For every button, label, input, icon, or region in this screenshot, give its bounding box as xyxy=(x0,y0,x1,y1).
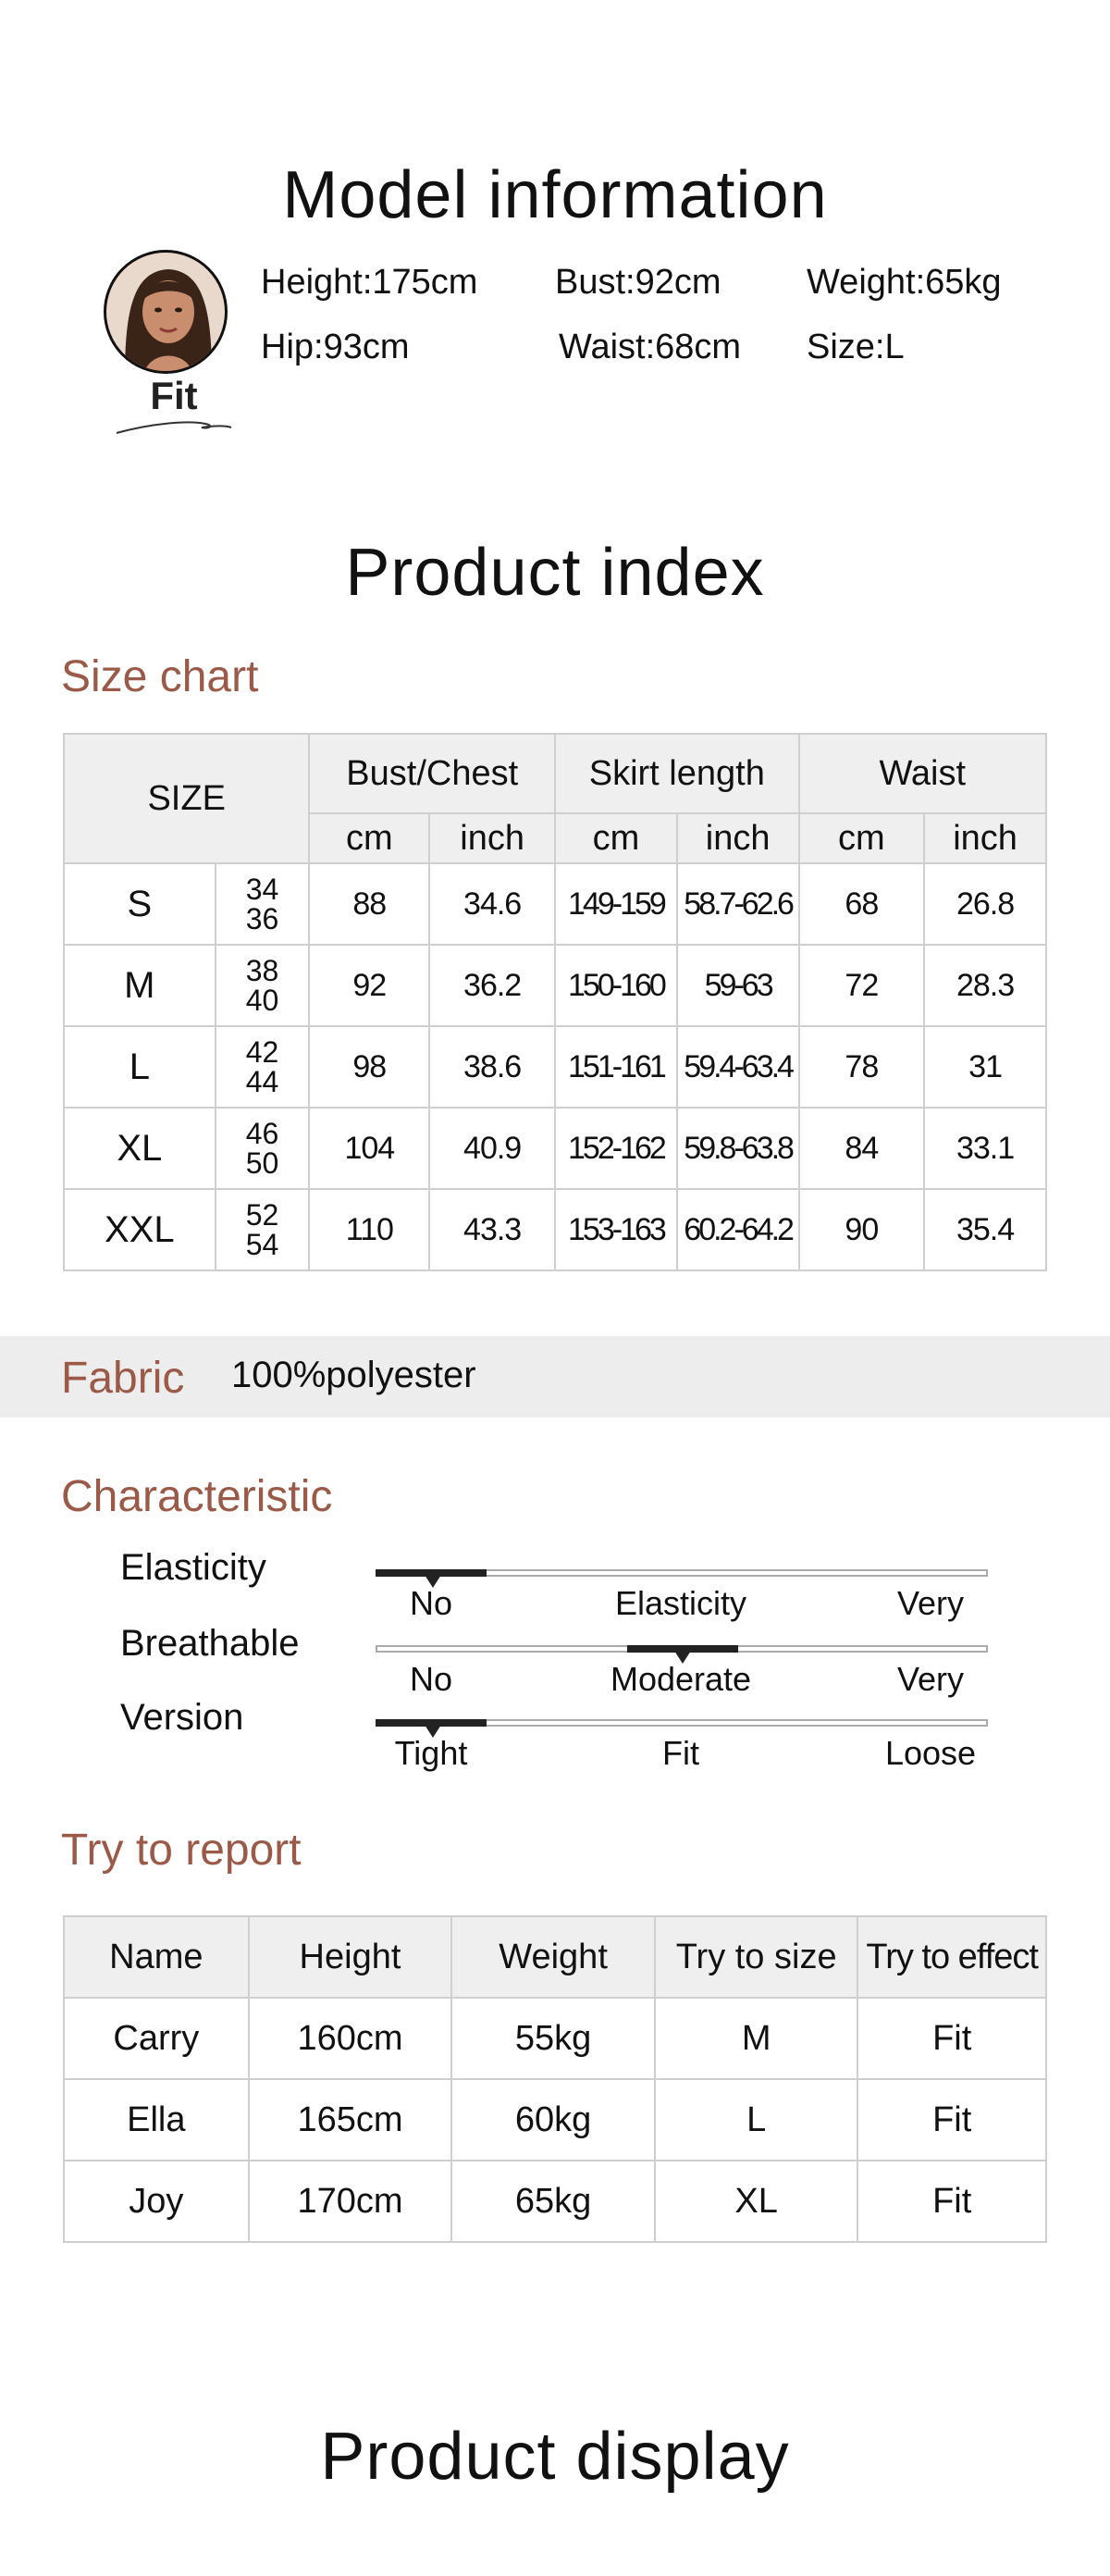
version-name: Version xyxy=(120,1697,244,1738)
report-header-name: Name xyxy=(64,1916,249,1998)
size-chart-table xyxy=(63,733,1047,1271)
unit-header: inch xyxy=(677,813,799,863)
unit-header: cm xyxy=(309,813,429,863)
unit-header: cm xyxy=(555,813,677,863)
size-number-cell xyxy=(216,945,310,1026)
size-cell: XL xyxy=(64,1108,216,1189)
bust-inch-cell: 36.2 xyxy=(429,945,555,1026)
report-cell: M xyxy=(655,1998,857,2079)
size-number: 36 xyxy=(245,902,279,935)
tick-label: Very xyxy=(896,1660,965,1698)
report-cell: XL xyxy=(655,2161,857,2242)
tick-label: Elasticity xyxy=(614,1584,747,1622)
skirt-inch-cell: 60.2-64.2 xyxy=(677,1189,799,1270)
waist-header: Waist xyxy=(799,734,1046,813)
table-row xyxy=(64,2161,1046,2242)
model-avatar xyxy=(104,250,228,374)
waist-cm-cell: 78 xyxy=(799,1026,925,1108)
tick-label: Moderate xyxy=(610,1660,752,1698)
waist-inch-cell: 35.4 xyxy=(924,1189,1046,1270)
model-hip: Hip:93cm xyxy=(261,328,410,366)
size-number-cell xyxy=(216,1189,310,1270)
size-number: 42 xyxy=(245,1035,279,1069)
size-number: 38 xyxy=(245,954,279,987)
skirt-inch-cell: 59.4-63.4 xyxy=(677,1026,799,1108)
model-information-title: Model information xyxy=(282,158,828,232)
try-report-table xyxy=(63,1915,1047,2243)
size-number: 46 xyxy=(245,1117,279,1150)
waist-inch-cell: 33.1 xyxy=(924,1108,1046,1189)
skirt-cm-cell: 150-160 xyxy=(555,945,677,1026)
tick-label: No xyxy=(409,1660,453,1698)
report-cell: 170cm xyxy=(249,2161,452,2242)
elasticity-bar xyxy=(376,1569,988,1577)
elasticity-name: Elasticity xyxy=(120,1547,266,1588)
waist-cm-cell: 90 xyxy=(799,1189,925,1270)
bust-inch-cell: 34.6 xyxy=(429,863,555,945)
report-cell: 60kg xyxy=(451,2079,655,2161)
bust-cm-cell: 104 xyxy=(309,1108,429,1189)
swoosh-decoration xyxy=(113,415,233,437)
bust-inch-cell: 40.9 xyxy=(429,1108,555,1189)
waist-inch-cell: 26.8 xyxy=(924,863,1046,945)
unit-header: inch xyxy=(924,813,1046,863)
tick-label: Very xyxy=(896,1584,965,1622)
report-cell: Fit xyxy=(857,1998,1046,2079)
report-cell: L xyxy=(655,2079,857,2161)
bust-inch-cell: 38.6 xyxy=(429,1026,555,1108)
table-row xyxy=(64,2079,1046,2161)
bust-cm-cell: 88 xyxy=(309,863,429,945)
model-size: Size:L xyxy=(807,328,905,366)
model-height: Height:175cm xyxy=(261,263,478,302)
bust-inch-cell: 43.3 xyxy=(429,1189,555,1270)
table-row xyxy=(64,945,1046,1026)
report-cell: Carry xyxy=(64,1998,249,2079)
waist-inch-cell: 28.3 xyxy=(924,945,1046,1026)
model-weight: Weight:65kg xyxy=(807,263,1002,302)
tick-label: Loose xyxy=(884,1734,977,1772)
model-bust: Bust:92cm xyxy=(555,263,722,302)
size-number: 44 xyxy=(245,1065,279,1098)
table-row xyxy=(64,1108,1046,1189)
bust-cm-cell: 92 xyxy=(309,945,429,1026)
report-header-size: Try to size xyxy=(655,1916,857,1998)
waist-cm-cell: 72 xyxy=(799,945,925,1026)
bust-cm-cell: 98 xyxy=(309,1026,429,1108)
report-cell: Joy xyxy=(64,2161,249,2242)
table-row xyxy=(64,1189,1046,1270)
table-row xyxy=(64,1026,1046,1108)
report-header-weight: Weight xyxy=(451,1916,655,1998)
size-number: 34 xyxy=(245,873,279,906)
skirt-length-header: Skirt length xyxy=(555,734,798,813)
report-header-effect: Try to effect xyxy=(857,1916,1046,1998)
waist-cm-cell: 84 xyxy=(799,1108,925,1189)
size-cell: XXL xyxy=(64,1189,216,1270)
tick-label: Fit xyxy=(662,1734,699,1772)
size-number: 52 xyxy=(245,1198,279,1232)
breathable-name: Breathable xyxy=(120,1623,300,1664)
skirt-inch-cell: 59-63 xyxy=(677,945,799,1026)
product-index-title: Product index xyxy=(345,536,765,610)
size-header: SIZE xyxy=(64,734,309,863)
size-cell: L xyxy=(64,1026,216,1108)
size-cell: M xyxy=(64,945,216,1026)
skirt-cm-cell: 152-162 xyxy=(555,1108,677,1189)
skirt-cm-cell: 153-163 xyxy=(555,1189,677,1270)
report-cell: Fit xyxy=(857,2161,1046,2242)
size-number: 40 xyxy=(245,984,279,1017)
size-number-cell xyxy=(216,863,310,945)
breathable-bar xyxy=(376,1645,988,1653)
size-chart-label: Size chart xyxy=(61,652,259,701)
report-cell: Fit xyxy=(857,2079,1046,2161)
tick-label: No xyxy=(409,1584,453,1622)
report-cell: 55kg xyxy=(451,1998,655,2079)
fabric-value: 100%polyester xyxy=(231,1355,476,1395)
report-cell: Ella xyxy=(64,2079,249,2161)
size-number: 50 xyxy=(245,1146,279,1180)
fit-logo: Fit xyxy=(150,374,198,417)
size-number-cell xyxy=(216,1026,310,1108)
skirt-cm-cell: 151-161 xyxy=(555,1026,677,1108)
size-number-cell xyxy=(216,1108,310,1189)
table-row xyxy=(64,1998,1046,2079)
report-cell: 160cm xyxy=(249,1998,452,2079)
bust-cm-cell: 110 xyxy=(309,1189,429,1270)
report-header-height: Height xyxy=(249,1916,452,1998)
tick-label: Tight xyxy=(394,1734,468,1772)
fabric-label: Fabric xyxy=(61,1354,185,1403)
waist-cm-cell: 68 xyxy=(799,863,925,945)
unit-header: cm xyxy=(799,813,925,863)
try-to-report-label: Try to report xyxy=(61,1826,302,1875)
report-cell: 65kg xyxy=(451,2161,655,2242)
skirt-inch-cell: 59.8-63.8 xyxy=(677,1108,799,1189)
size-cell: S xyxy=(64,863,216,945)
characteristic-label: Characteristic xyxy=(61,1472,333,1521)
table-row xyxy=(64,863,1046,945)
bust-chest-header: Bust/Chest xyxy=(309,734,555,813)
unit-header: inch xyxy=(429,813,555,863)
model-waist: Waist:68cm xyxy=(559,328,742,366)
size-number: 54 xyxy=(245,1228,279,1261)
waist-inch-cell: 31 xyxy=(924,1026,1046,1108)
skirt-cm-cell: 149-159 xyxy=(555,863,677,945)
version-bar xyxy=(376,1719,988,1727)
skirt-inch-cell: 58.7-62.6 xyxy=(677,863,799,945)
report-cell: 165cm xyxy=(249,2079,452,2161)
product-display-title: Product display xyxy=(320,2420,790,2494)
